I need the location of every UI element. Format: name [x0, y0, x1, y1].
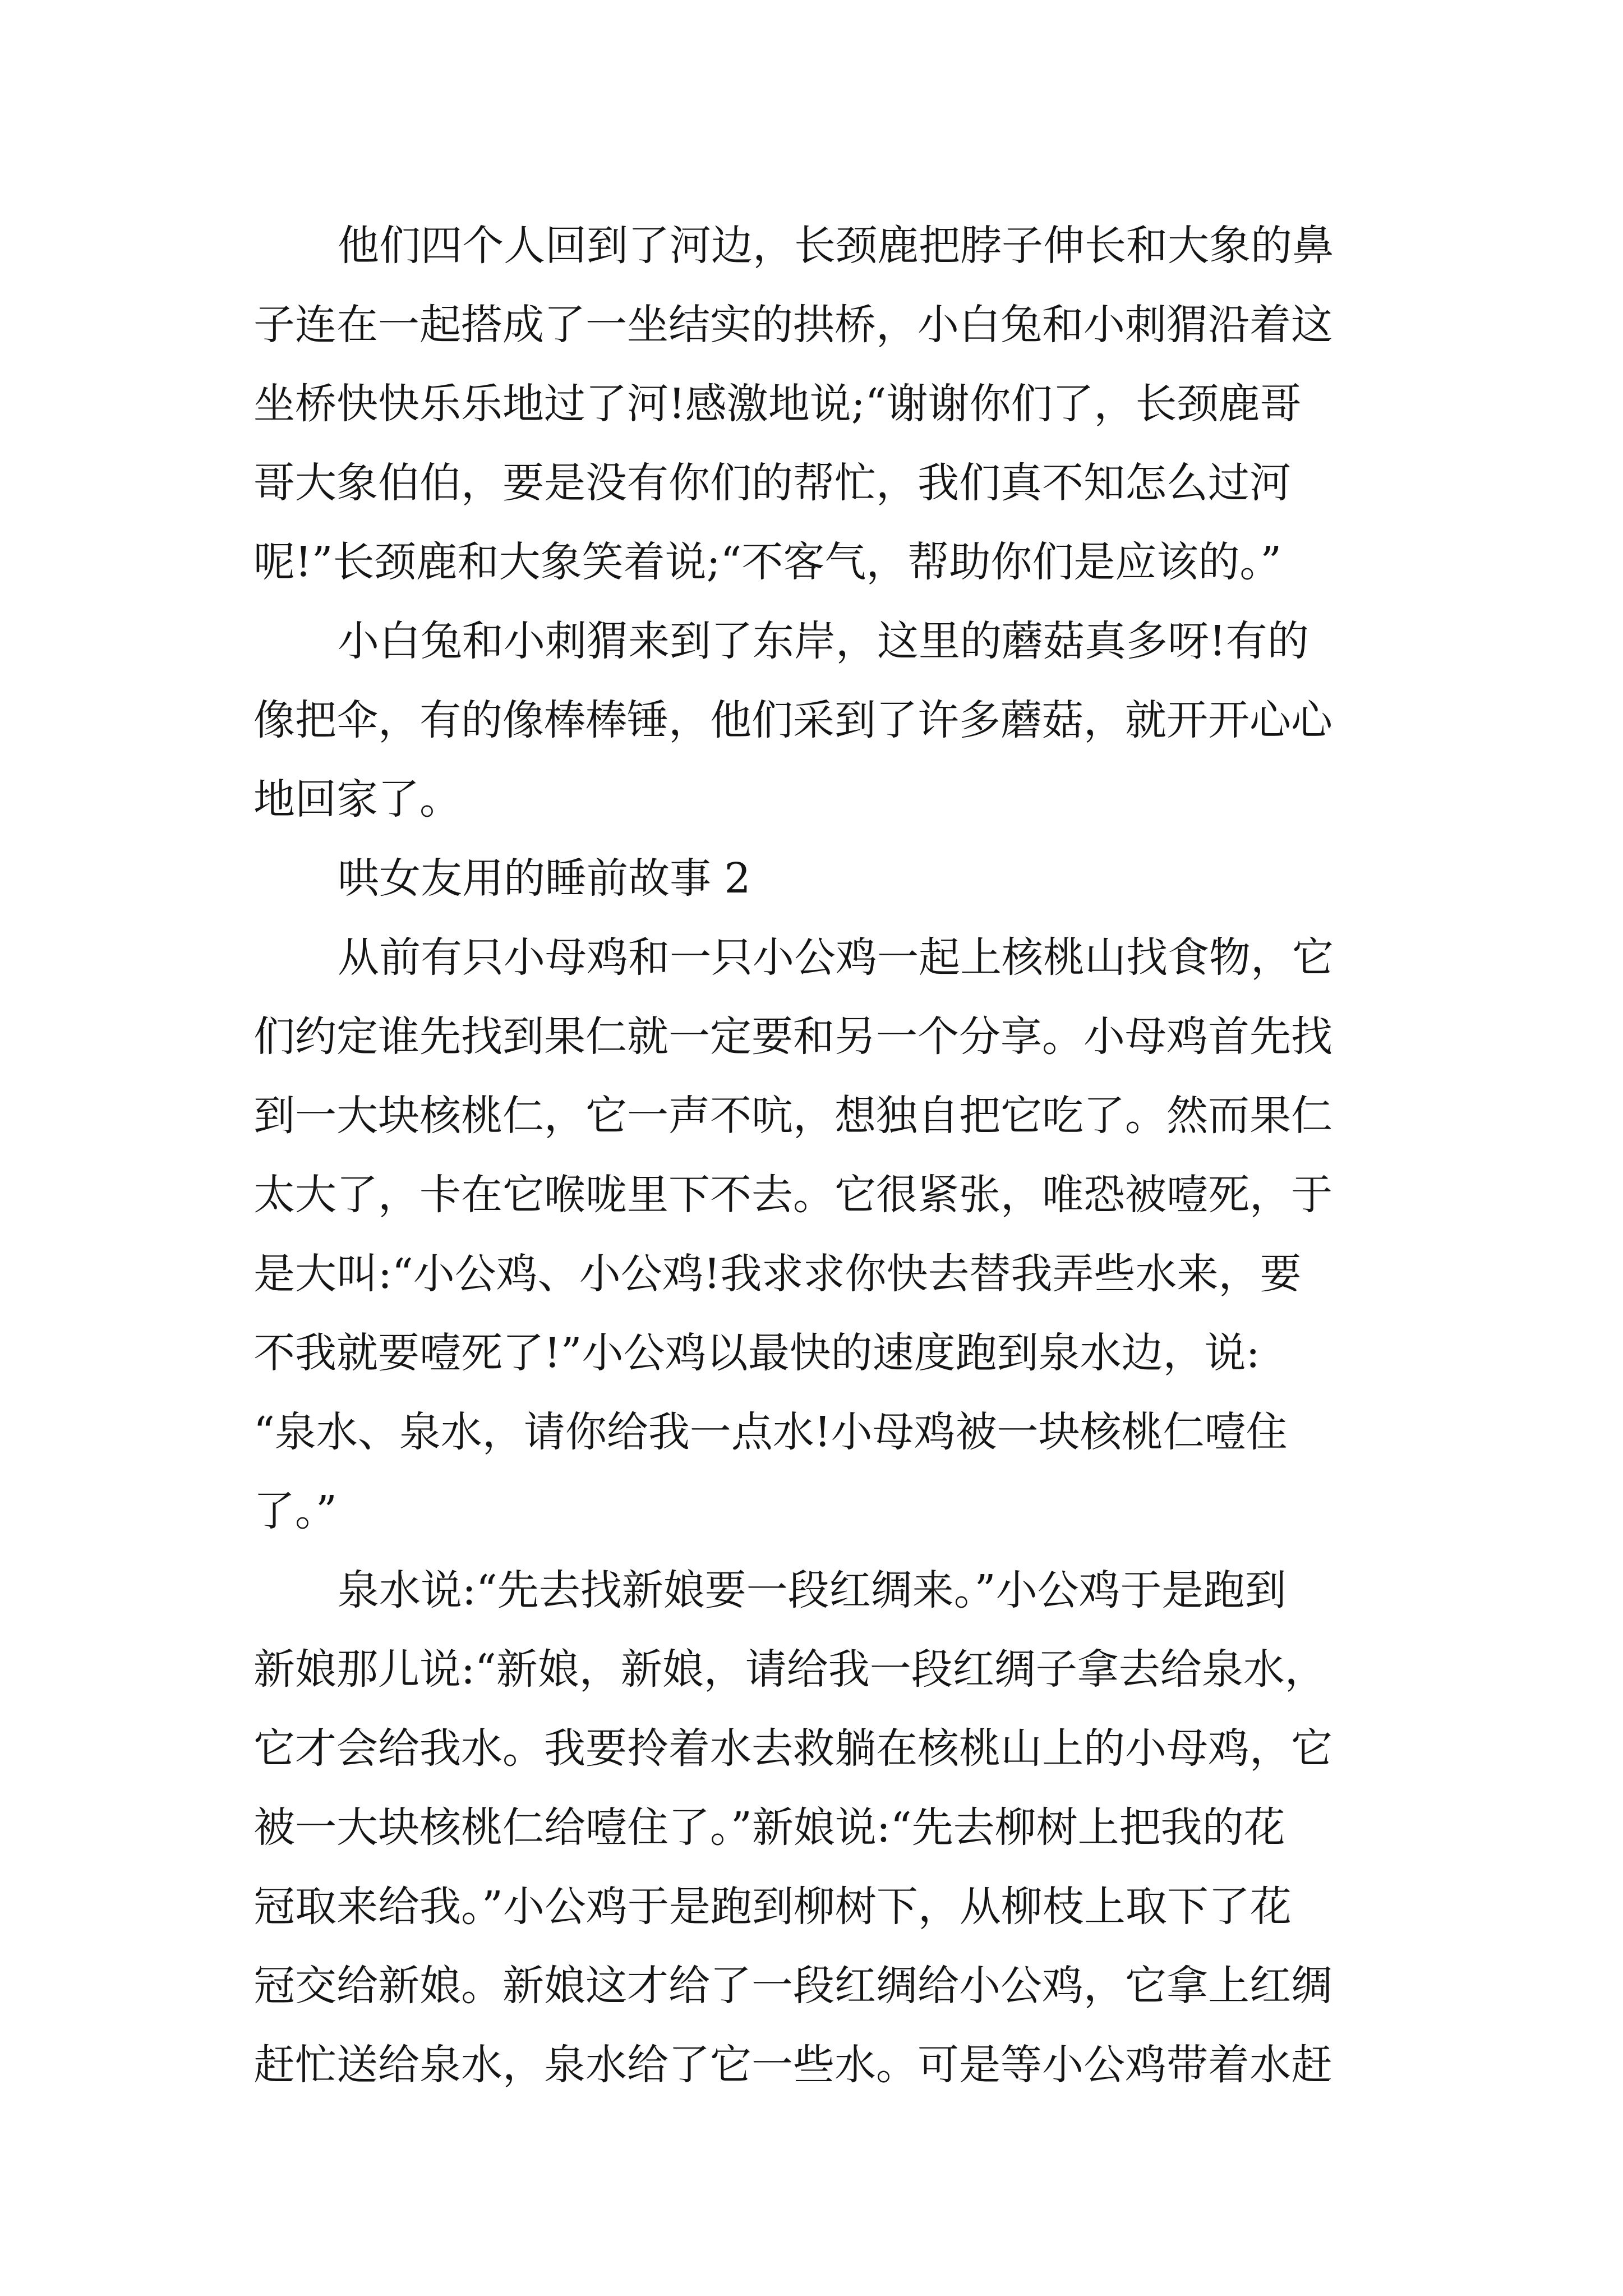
- text-line: 小白兔和小刺猬来到了东岸，这里的蘑菇真多呀!有的: [338, 617, 1309, 665]
- text-line: 被一大块核桃仁给噎住了。”新娘说:“先去柳树上把我的花: [253, 1803, 1285, 1852]
- text-line: 是大叫:“小公鸡、小公鸡!我求求你快去替我弄些水来，要: [253, 1250, 1302, 1298]
- text-line: 到一大块核桃仁，它一声不吭，想独自把它吃了。然而果仁: [253, 1092, 1332, 1140]
- text-line: “泉水、泉水，请你给我一点水!小母鸡被一块核桃仁噎住: [253, 1408, 1288, 1456]
- section-title: 哄女友用的睡前故事 2: [338, 854, 751, 903]
- text-line: 坐桥快快乐乐地过了河!感激地说;“谢谢你们了，长颈鹿哥: [253, 380, 1302, 428]
- text-line: 像把伞，有的像棒棒锤，他们采到了许多蘑菇，就开开心心: [253, 696, 1332, 744]
- text-line: 冠取来给我。”小公鸡于是跑到柳树下，从柳枝上取下了花: [253, 1883, 1292, 1931]
- text-line: 泉水说:“先去找新娘要一段红绸来。”小公鸡于是跑到: [338, 1566, 1287, 1614]
- text-line: 呢!”长颈鹿和大象笑着说;“不客气，帮助你们是应该的。”: [253, 538, 1282, 586]
- text-line: 太大了，卡在它喉咙里下不去。它很紧张，唯恐被噎死，于: [253, 1171, 1332, 1219]
- text-line: 从前有只小母鸡和一只小公鸡一起上核桃山找食物，它: [338, 933, 1334, 982]
- text-line: 子连在一起搭成了一坐结实的拱桥，小白兔和小刺猬沿着这: [253, 301, 1332, 349]
- text-line: 新娘那儿说:“新娘，新娘，请给我一段红绸子拿去给泉水，: [253, 1645, 1326, 1694]
- text-line: 它才会给我水。我要拎着水去救躺在核桃山上的小母鸡，它: [253, 1724, 1332, 1773]
- text-line: 地回家了。: [253, 775, 461, 823]
- text-line: 了。”: [253, 1487, 337, 1535]
- text-line: 冠交给新娘。新娘这才给了一段红绸给小公鸡，它拿上红绸: [253, 1962, 1332, 2010]
- text-line: 们约定谁先找到果仁就一定要和另一个分享。小母鸡首先找: [253, 1013, 1332, 1061]
- text-line: 他们四个人回到了河边，长颈鹿把脖子伸长和大象的鼻: [338, 222, 1334, 270]
- text-line: 赶忙送给泉水，泉水给了它一些水。可是等小公鸡带着水赶: [253, 2041, 1332, 2089]
- text-line: 哥大象伯伯，要是没有你们的帮忙，我们真不知怎么过河: [253, 459, 1291, 507]
- text-line: 不我就要噎死了!”小公鸡以最快的速度跑到泉水边，说:: [253, 1329, 1260, 1377]
